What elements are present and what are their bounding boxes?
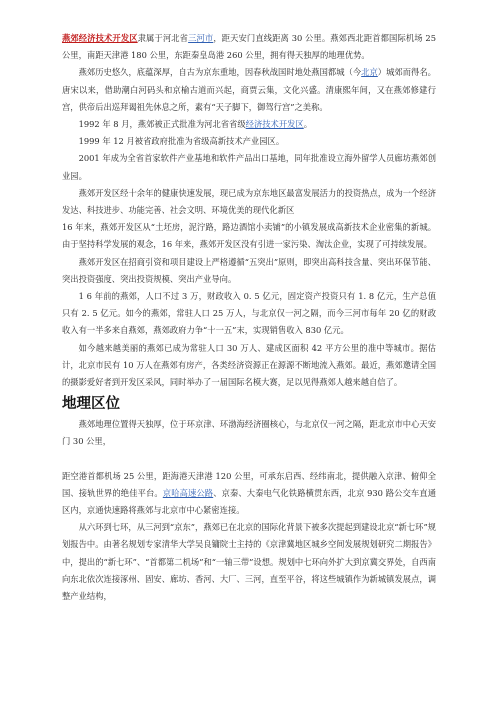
paragraph-growth: 燕郊开发区经十余年的健康快速发展，现已成为京东地区最富发展活力的投资热点，成为一个经济发达、科技进步、功能完善、社会文明、环境优美的现代化新区 (62, 187, 436, 216)
paragraph-stats: 1 6 年前的燕郊，人口不过 3 万，财政收入 0. 5 亿元，固定资产投资只有 1. 8 亿元，生产总值只有 2. 5 亿元。如今的燕郊，常驻人口 25 万人，与北京仅一河之隔，而今三河市每年 20 亿的财政收入有一半多来自燕郊，燕郊政府力争“十一五”末，实现销售收入 830 亿元。 (62, 291, 436, 336)
paragraph-gap (62, 451, 436, 468)
paragraph-investment: 燕郊开发区在招商引资和项目建设上严格遵循“五突出”原则，即突出高科技含量、突出环保节能、突出投资强度、突出投资规模、突出产业导向。 (62, 256, 436, 284)
history-paragraph (62, 64, 436, 116)
geo-text-1: 距空港首都机场 25 公里，距海港天津港 120 公里，可承东启西、经纬南北，提供融入京津、俯仰全国、接轨世界的绝佳平台。 (62, 470, 436, 498)
geo-paragraph-2 (62, 468, 436, 520)
approval-paragraph (62, 116, 436, 133)
link-economic-zone[interactable]: 经济技术开发区 (245, 119, 304, 130)
history-text-1: 燕郊历史悠久，底蕴深厚，自古为京东重地，因春秋战国时地处燕国都城（今 (78, 67, 362, 78)
geo-paragraph-3: 从六环到七环，从三河到“京东”，燕郊已在北京的国际化背景下被多次提起到建设北京“新七环”规划报告中。由著名规划专家清华大学吴良镛院士主持的《京津冀地区城乡空间发展规划研究二期报告》中，提出的“新七环”、“首都第二机场”和“一轴三带”设想。规划中七环向外扩大到京冀交界处，自西南向东北依次连接涿州、固安、廊坊、香河、大厂、三河，直至平谷，将这些城镇作为新城镇发展点，调整产业结构， (62, 522, 436, 602)
intro-text-2: ，距天安门直线距离 30 公里。燕郊西北距首都国际机场 25 公里，南距天津港 180 公里，东距秦皇岛港 260 公里，拥有得天独厚的地理优势。 (62, 33, 436, 61)
paragraph-16-years: 16 年来，燕郊开发区从“土坯房，泥泞路，路边酒馆小卖铺”的小镇发展成高新技术企业密集的新城。由于坚持科学发展的观念，16 年来，燕郊开发区没有引进一家污染、淘汰企业，实现了可持续发展。 (62, 222, 436, 250)
paragraph-2001: 2001 年成为全省首家软件产业基地和软件产品出口基地，同年批准设立海外留学人员廊坊燕郊创业园。 (62, 153, 436, 181)
approval-text-2: 。 (303, 119, 313, 130)
intro-text-1: 隶属于河北省 (137, 33, 189, 43)
geo-text-2: 、京秦、大秦电气化铁路横贯东西，北京 930 路公交车直通区内，京通快速路将燕郊与北京市中心紧密连接。 (62, 487, 436, 516)
link-beijing[interactable]: 北京 (361, 67, 378, 78)
link-jingha-expressway[interactable]: 京哈高速公路 (162, 487, 214, 498)
history-text-2: ）城郊而得名。唐宋以来，借助潮白河码头和京榆古道而兴起，商贾云集，文化兴盛。清康熙年间，又在燕郊修建行宫，供帝后出巡拜谒祖先休息之所，素有“天子脚下，御驾行宫”之美称。 (62, 67, 436, 112)
geo-paragraph-1: 燕郊地理位置得天独厚，位于环京津、环渤海经济圈核心，与北京仅一河之隔，距北京市中心天安门 30 公里， (62, 419, 436, 447)
approval-text-1: 1992 年 8 月，燕郊被正式批准为河北省省级 (78, 119, 246, 130)
link-sanhe-city[interactable]: 三河市 (188, 33, 214, 43)
intro-paragraph (62, 30, 436, 64)
paragraph-future: 如今越来越美丽的燕郊已成为常驻人口 30 万人、建成区面积 42 平方公里的准中等城市。据估计，北京市民有 10 万人在燕郊有房产，各类经济资源正在源源不断地流入燕郊。最近，燕郊邀请全国的摄影爱好者到开发区采风，同时举办了一届国际名模大赛，足以见得燕郊人越来越自信了。 (62, 342, 436, 388)
keyword-link-yanjiao-zone[interactable]: 燕郊经济技术开发区 (62, 33, 138, 43)
section-title-geography: 地理区位 (62, 396, 120, 413)
paragraph-1999: 1999 年 12 月被省政府批准为省级高新技术产业园区。 (78, 136, 285, 147)
